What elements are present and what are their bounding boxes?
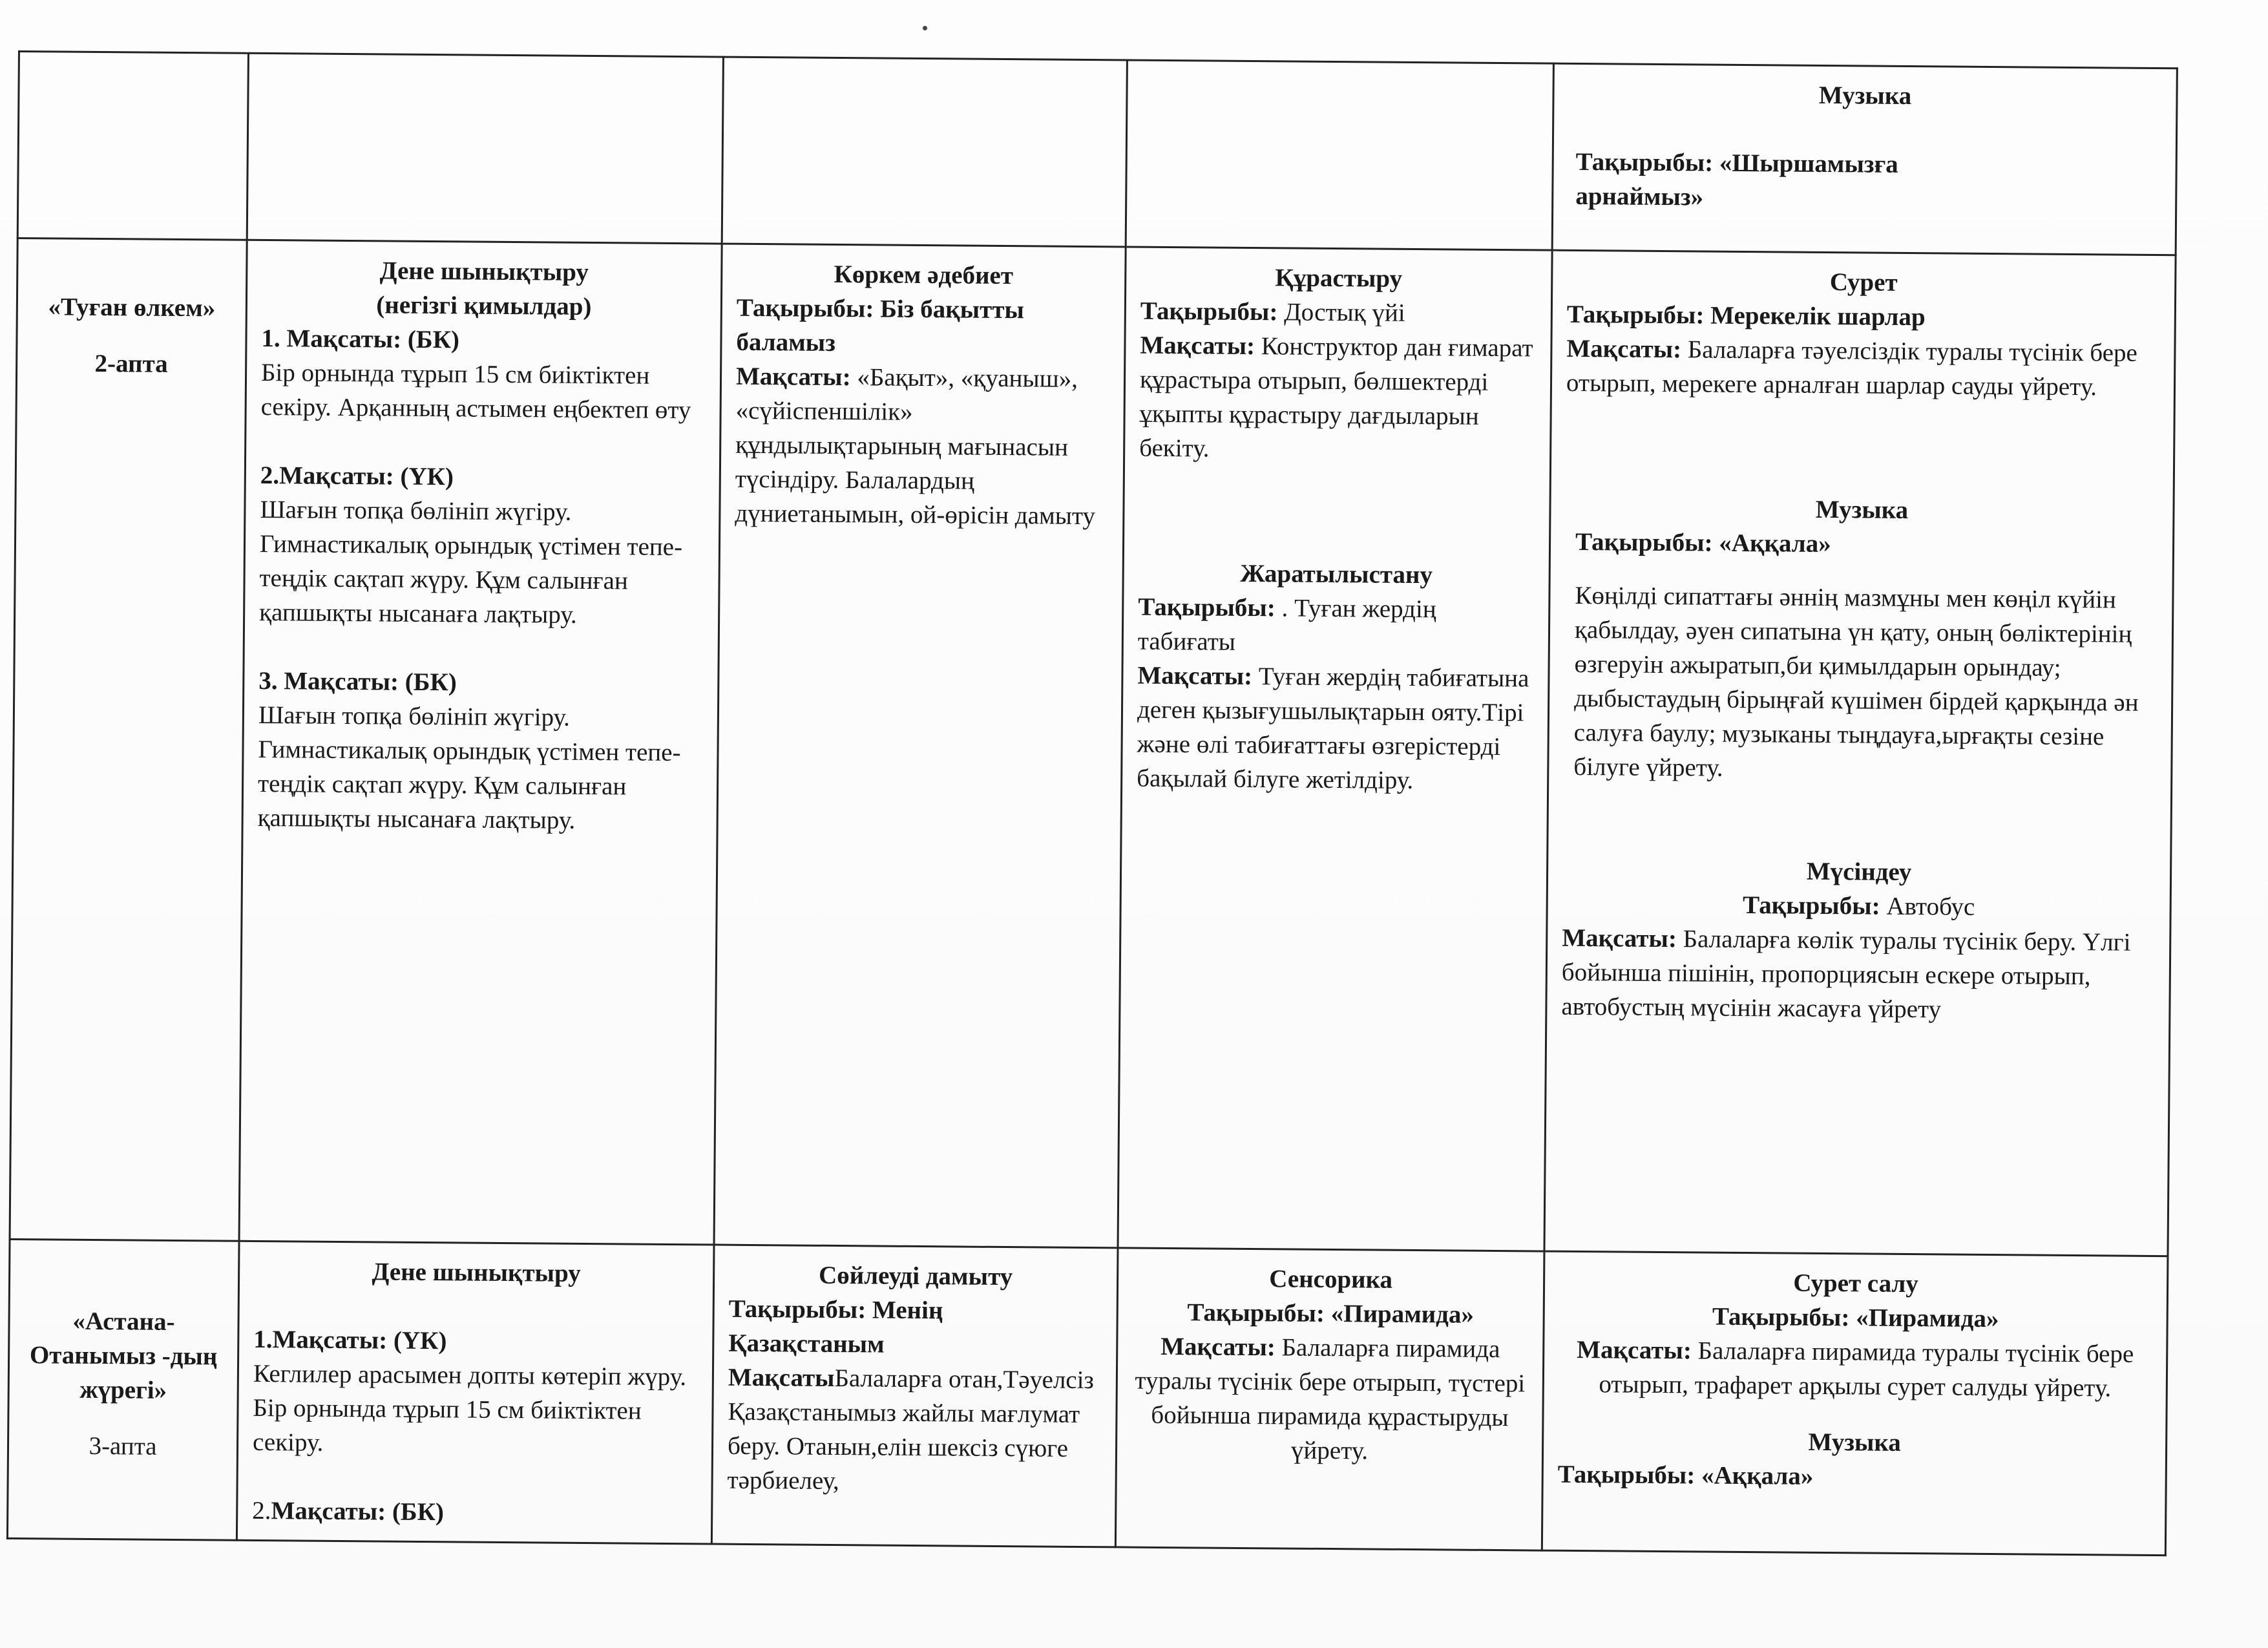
goal-text: Балаларға пирамида туралы түсінік бере отырып, трафарет арқылы сурет салуды үйрету. — [1599, 1336, 2134, 1402]
week-label: 2-апта — [94, 349, 168, 378]
topic-line: Тақырыбы: Менің Қазақстаным — [728, 1294, 943, 1358]
goal-label: Мақсаты: — [1160, 1332, 1276, 1362]
topic-text: «Пирамида» — [1856, 1304, 1999, 1333]
subject-title: Музыка — [1808, 1428, 1901, 1457]
subject-title: Мүсіндеу — [1806, 857, 1912, 887]
activity-cell — [1544, 250, 2176, 1256]
topic-label: Тақырыбы: — [1742, 891, 1880, 920]
goal-text: Туған жердің табиғатына деген қызығушылықтарын ояту.Тірі және өлі табиғаттағы өзгерістерді бақылай білуге жетілдіру. — [1137, 662, 1529, 794]
goal-text: Шағын топқа бөлініп жүгіру. Гимнастикалық орындық үстімен тепе-теңдік сақтап жүру. Құм салынған қапшықты нысанаға лақтыру. — [257, 701, 681, 834]
goal-label: Мақсаты: — [1566, 334, 1682, 364]
goal-label: Мақсаты — [728, 1363, 835, 1392]
goal-label: Мақсаты: — [1577, 1336, 1692, 1365]
scan-speck — [923, 26, 927, 30]
goal-text: Бір орнында тұрып 15 см биіктіктен секіру. Арқанның астымен еңбектеп өту — [260, 358, 691, 425]
activity-cell — [711, 1245, 1118, 1547]
cell-empty — [247, 53, 723, 244]
activity-cell — [1552, 63, 2177, 255]
topic-text: . Туған жердің табиғаты — [1137, 594, 1436, 656]
topic-label: Тақырыбы: — [1712, 1302, 1850, 1332]
theme-cell-empty — [17, 52, 248, 240]
goal-text: Балаларға тәуелсіздік туралы түсінік бере отырып, мерекеге арналған шарлар сауды үйрету. — [1566, 335, 2137, 401]
goal-text: Кеглилер арасымен допты көтеріп жүру. Бір орнында тұрып 15 см биіктіктен секіру. — [252, 1359, 687, 1457]
theme-cell — [10, 238, 247, 1241]
week-label: 3-апта — [89, 1431, 157, 1461]
goal-label: 1.Мақсаты: (ҮК) — [253, 1325, 447, 1355]
music-goal-text: Көңілді сипаттағы әннің мазмұны мен көңіл күйін қабылдау, әуен сипатына үн қату, оның бөліктерінің өзгеруін ажыратып,би қимылдарын орындау; дыбыстаудың бірыңғай күшімен бірдей қарқында ән салуға баулу; музыканы тыңдауға,ырғақты сезіне білуге үйрету. — [1573, 581, 2139, 782]
topic-line: арнаймыз» — [1575, 182, 1704, 211]
topic-label: Тақырыбы: — [1140, 297, 1278, 326]
goal-label: Мақсаты: (БК) — [271, 1497, 445, 1527]
subject-title: Сурет салу — [1793, 1269, 1919, 1298]
subject-title: Жаратылыстану — [1240, 559, 1433, 589]
table-row — [7, 1239, 2168, 1555]
activity-cell — [714, 244, 1126, 1248]
topic-line: Тақырыбы: Біз бақытты баламыз — [736, 293, 1025, 357]
goal-text: Балаларға отан,Тәуелсіз Қазақстанымыз жайлы мағлумат беру. Отанын,елін шексіз сүюге тәрбиелеу, — [727, 1364, 1095, 1495]
goal-label: 2.Мақсаты: (ҮК) — [260, 461, 454, 491]
goal-label: Мақсаты: — [1562, 924, 1677, 953]
week-theme: «Туған өлкем» — [48, 293, 216, 322]
subject-title: Сенсорика — [1269, 1265, 1393, 1294]
topic-line: Тақырыбы: Мерекелік шарлар — [1566, 300, 1926, 332]
topic-label: Тақырыбы: — [1138, 593, 1276, 622]
goal-label: Мақсаты: — [1140, 331, 1255, 361]
goal-text: Конструктор дан ғимарат құрастыра отырып, бөлшектерді ұқыпты құрастыру дағдыларын бекіту. — [1139, 332, 1533, 463]
activity-cell — [1118, 247, 1552, 1251]
table-row — [10, 238, 2176, 1256]
lesson-plan-table — [6, 50, 2178, 1556]
subject-subtitle: (негізгі қимылдар) — [376, 291, 592, 321]
activity-cell — [239, 240, 722, 1245]
table-row — [17, 52, 2177, 255]
subject-title: Сурет — [1829, 268, 1898, 297]
topic-line: Тақырыбы: «Аққала» — [1575, 527, 1831, 558]
cell-empty — [1126, 60, 1553, 250]
subject-title: Дене шынықтыру — [372, 1258, 581, 1287]
goal-label: Мақсаты: — [1137, 661, 1253, 691]
activity-cell — [1542, 1251, 2168, 1556]
subject-title: Дене шынықтыру — [379, 257, 589, 286]
subject-title: Музыка — [1815, 495, 1909, 524]
topic-line: Тақырыбы: «Шыршамызға — [1575, 147, 1898, 178]
goal-label: 1. Мақсаты: (БК) — [261, 324, 460, 354]
activity-cell — [236, 1241, 714, 1544]
goal-text: Балаларға көлік туралы түсінік беру. Үлгі бойынша пішінін, пропорциясын ескере отырып, автобустың мүсінін жасауға үйрету — [1561, 925, 2131, 1024]
activity-cell — [1115, 1248, 1544, 1550]
topic-line: Тақырыбы: «Пирамида» — [1187, 1298, 1475, 1329]
goal-text: «Бақыт», «қуаныш», «сүйіспеншілік» құндылықтарының мағынасын түсіндіру. Балалардың дүниетанымын, ой-өрісін дамыту — [735, 363, 1096, 531]
theme-cell — [7, 1239, 239, 1540]
cell-empty — [722, 57, 1127, 247]
subject-title: Музыка — [1818, 81, 1912, 111]
week-theme: «Астана-Отанымыз -дың жүрегі» — [29, 1307, 218, 1404]
topic-text: Автобус — [1886, 892, 1975, 921]
goal-text: Шағын топқа бөлініп жүгіру. Гимнастикалық орындық үстімен тепе-теңдік сақтап жүру. Құм салынған қапшықты нысанаға лақтыру. — [259, 495, 683, 629]
subject-title: Құрастыру — [1275, 264, 1403, 293]
goal-label: Мақсаты: — [735, 362, 851, 392]
topic-text: Достық үйі — [1284, 298, 1405, 327]
topic-line: Тақырыбы: «Аққала» — [1557, 1460, 1814, 1490]
goal-text: Балаларға пирамида туралы түсінік бере отырып, түстері бойынша пирамида құрастыруды үйрету. — [1135, 1333, 1526, 1465]
subject-title: Сөйлеуді дамыту — [818, 1261, 1013, 1291]
goal-number: 2. — [252, 1496, 271, 1525]
subject-title: Көркем әдебиет — [834, 260, 1014, 290]
goal-label: 3. Мақсаты: (БК) — [258, 666, 457, 697]
